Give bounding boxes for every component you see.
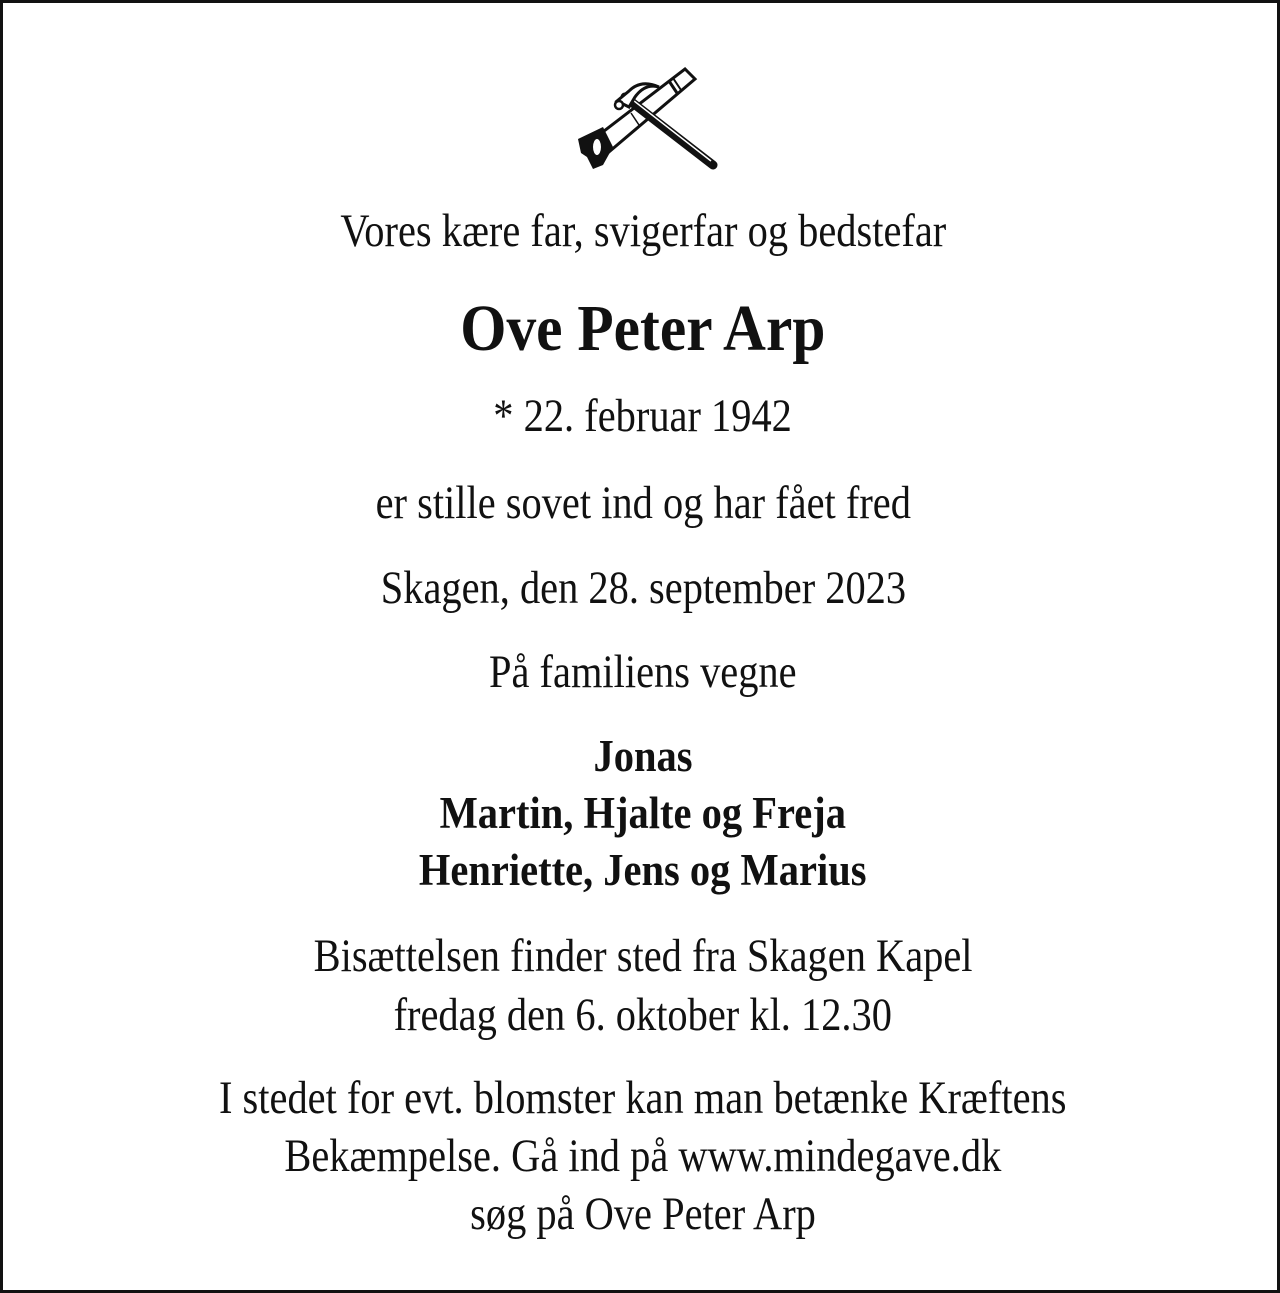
family-line-3: Henriette, Jens og Marius [419,845,867,895]
passed-text: er stille sovet ind og har fået fred [375,477,911,529]
donation-line-1: I stedet for evt. blomster kan man betænke Kræftens [219,1072,1067,1124]
family-line-2: Martin, Hjalte og Freja [439,788,847,838]
family-line-1: Jonas [593,731,693,781]
intro-text: Vores kære far, svigerfar og bedstefar [340,205,946,257]
hammer-and-saw-icon [573,61,718,176]
place-date: Skagen, den 28. september 2023 [380,562,906,614]
funeral-line-2: fredag den 6. oktober kl. 12.30 [393,989,893,1041]
birth-date: * 22. februar 1942 [493,390,793,442]
on-behalf-text: På familiens vegne [489,646,797,698]
deceased-name: Ove Peter Arp [460,292,826,365]
funeral-line-1: Bisættelsen finder sted fra Skagen Kapel [313,930,973,982]
donation-line-2: Bekæmpelse. Gå ind på www.mindegave.dk [284,1130,1002,1182]
donation-line-3: søg på Ove Peter Arp [470,1188,816,1240]
